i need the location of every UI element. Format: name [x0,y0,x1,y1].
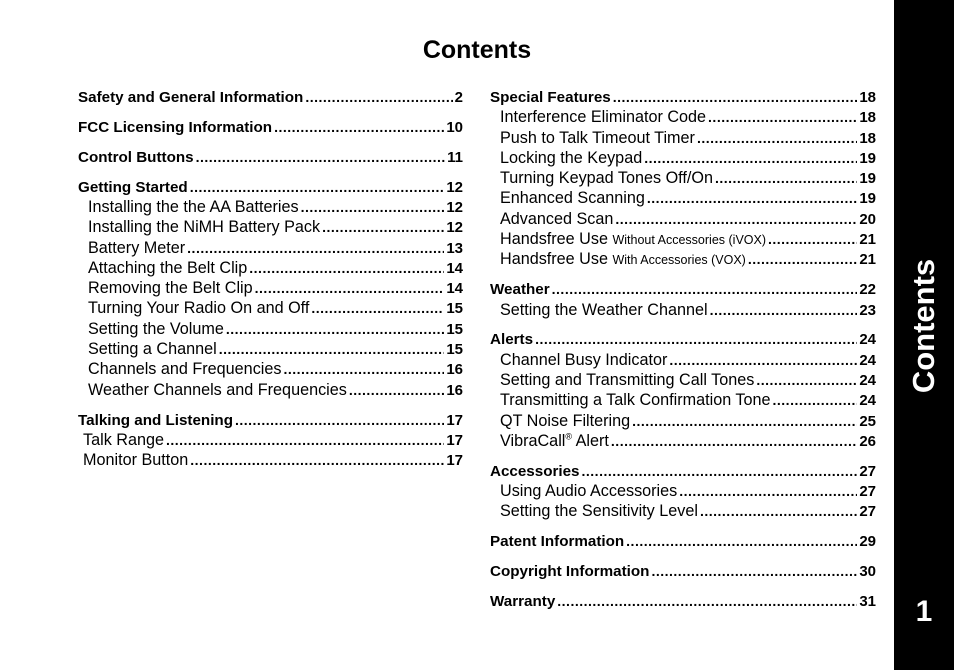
toc-subentry[interactable] [490,128,876,148]
toc-subentry[interactable] [78,238,463,258]
toc-subentry[interactable] [490,431,876,451]
registered-mark: ® [565,431,573,442]
toc-entry-label [500,229,766,250]
toc-entry-page: 30 [859,563,876,581]
toc-entry-page: 25 [859,412,876,430]
toc-entry-label: Advanced Scan [500,209,614,228]
toc-entry-page: 16 [446,361,463,379]
toc-left-column [78,87,463,480]
toc-entry-label: Enhanced Scanning [500,189,645,208]
page-number: 1 [915,595,933,628]
leader-dots [311,298,444,318]
leader-dots [651,561,857,581]
toc-entry-page: 17 [446,411,463,429]
toc-entry-page: 24 [859,351,876,369]
toc-entry[interactable] [490,531,876,551]
leader-dots [697,128,857,148]
toc-entry-page: 10 [446,118,463,136]
toc-entry-page: 2 [454,89,463,106]
toc-entry-label: Attaching the Belt Clip [88,258,248,277]
toc-section-fcc [78,117,463,137]
leader-dots [255,278,445,298]
leader-dots [187,238,444,258]
leader-dots [768,229,857,249]
toc-subentry[interactable] [78,278,463,298]
toc-entry-page: 11 [447,148,463,166]
toc-subentry[interactable] [490,229,876,249]
leader-dots [715,168,857,188]
toc-entry[interactable] [78,410,463,430]
leader-dots [710,300,858,320]
toc-subentry[interactable] [78,359,463,379]
toc-subentry[interactable] [490,148,876,168]
toc-section-alerts [490,329,876,451]
page-title: Contents [422,36,532,64]
toc-subentry[interactable] [78,319,463,339]
toc-entry-label: Using Audio Accessories [500,482,678,501]
toc-entry[interactable] [78,147,463,167]
toc-entry-page: 31 [859,593,876,611]
toc-entry-label: Setting and Transmitting Call Tones [500,371,755,390]
toc-subentry[interactable] [78,380,463,400]
toc-entry-page: 18 [859,89,876,106]
toc-section-copyright [490,561,876,581]
toc-entry-note: Without Accessories (iVOX) [612,233,766,248]
toc-entry-page: 20 [859,210,876,228]
toc-entry-page: 16 [446,381,463,399]
toc-entry-label: Warranty [490,593,556,611]
toc-entry-label: Monitor Button [83,451,189,470]
leader-dots [700,501,857,521]
toc-entry-page: 15 [446,341,463,359]
toc-subentry[interactable] [490,390,876,410]
toc-entry-label: Accessories [490,462,580,480]
toc-entry-label: Getting Started [78,178,188,196]
leader-dots [235,410,444,430]
leader-dots [647,188,857,208]
toc-subentry[interactable] [490,249,876,269]
toc-entry-label: Installing the the AA Batteries [88,197,299,216]
leader-dots [249,258,444,278]
toc-subentry[interactable] [78,217,463,237]
leader-dots [748,249,857,269]
toc-subentry[interactable] [78,339,463,359]
toc-entry[interactable] [490,87,876,107]
leader-dots [190,450,444,470]
leader-dots [644,148,857,168]
toc-entry-label: Interference Eliminator Code [500,108,707,127]
toc-entry-label: Push to Talk Timeout Timer [500,128,695,147]
toc-entry-page: 22 [859,281,876,299]
toc-entry-page: 13 [446,239,463,257]
leader-dots [283,359,444,379]
toc-section-accessories [490,461,876,522]
toc-entry-label: Setting the Weather Channel [500,300,708,319]
toc-entry-label: Locking the Keypad [500,148,643,167]
toc-entry-page: 12 [446,178,463,196]
toc-entry-page: 18 [859,129,876,147]
toc-entry-page: 24 [859,372,876,390]
toc-entry-page: 23 [859,301,876,319]
toc-entry-label [500,249,746,270]
leader-dots [708,107,857,127]
toc-entry-page: 21 [859,231,876,249]
leader-dots [196,147,446,167]
toc-subentry[interactable] [78,450,463,470]
toc-entry-note: With Accessories (VOX) [612,253,746,268]
toc-entry-page: 27 [859,503,876,521]
leader-dots [535,329,857,349]
toc-entry-label: Talking and Listening [78,411,233,429]
toc-entry-label: Turning Your Radio On and Off [88,299,310,318]
toc-subentry[interactable] [490,188,876,208]
toc-entry[interactable] [78,117,463,137]
toc-entry-label: Turning Keypad Tones Off/On [500,169,713,188]
leader-dots [274,117,444,137]
toc-section-warranty [490,591,876,611]
toc-entry-page: 14 [446,280,463,298]
toc-entry-label-main: Handsfree Use [500,250,608,269]
toc-entry[interactable] [490,591,876,611]
toc-section-talking [78,410,463,471]
toc-entry-label: Channel Busy Indicator [500,350,668,369]
toc-entry-page: 14 [446,259,463,277]
toc-subentry[interactable] [490,481,876,501]
toc-entry-page: 26 [859,432,876,450]
toc-entry[interactable] [490,329,876,349]
leader-dots [611,431,857,451]
toc-entry-label: Installing the NiMH Battery Pack [88,218,321,237]
toc-entry-label: Setting a Channel [88,340,217,359]
toc-section-safety [78,87,463,107]
leader-dots [322,217,444,237]
toc-section-weather [490,279,876,320]
toc-entry-page: 19 [859,149,876,167]
toc-entry[interactable] [490,461,876,481]
toc-right-column [490,87,876,621]
toc-entry-page: 18 [859,109,876,127]
toc-entry-label: Copyright Information [490,563,650,581]
toc-entry-label: Safety and General Information [78,89,304,106]
toc-entry-page: 12 [446,219,463,237]
leader-dots [557,591,857,611]
leader-dots [632,411,857,431]
toc-entry-label: Patent Information [490,533,625,551]
toc-entry-page: 19 [859,170,876,188]
toc-entry[interactable] [78,87,463,107]
toc-subentry[interactable] [490,107,876,127]
toc-entry-page: 24 [859,392,876,410]
toc-entry[interactable] [490,561,876,581]
toc-entry-page: 12 [446,198,463,216]
leader-dots [301,197,445,217]
toc-subentry[interactable] [490,501,876,521]
leader-dots [349,380,444,400]
toc-subentry[interactable] [78,197,463,217]
toc-entry-label: Control Buttons [78,148,194,166]
toc-subentry[interactable] [490,411,876,431]
toc-subentry[interactable] [78,298,463,318]
toc-entry-page: 15 [446,320,463,338]
leader-dots [679,481,857,501]
leader-dots [756,370,857,390]
toc-subentry[interactable] [490,370,876,390]
toc-entry-label: Setting the Sensitivity Level [500,502,698,521]
toc-entry-page: 19 [859,190,876,208]
leader-dots [626,531,857,551]
leader-dots [190,177,445,197]
toc-entry-label-suffix: Alert [572,431,609,450]
side-tab-label: Contents [906,258,941,394]
toc-subentry[interactable] [490,350,876,370]
leader-dots [615,209,857,229]
toc-entry-page: 27 [859,462,876,480]
toc-entry-label [500,431,609,451]
toc-entry-label: Weather [490,281,550,299]
toc-entry[interactable] [78,177,463,197]
leader-dots [305,87,452,107]
leader-dots [226,319,444,339]
toc-entry-label: Setting the Volume [88,319,224,338]
toc-entry-page: 21 [859,251,876,269]
leader-dots [773,390,858,410]
toc-entry-label-main: Handsfree Use [500,230,608,249]
toc-entry-page: 27 [859,483,876,501]
toc-entry-label: QT Noise Filtering [500,411,631,430]
toc-subentry[interactable] [78,258,463,278]
toc-entry-page: 17 [446,431,463,449]
leader-dots [166,430,444,450]
toc-entry-label: Battery Meter [88,238,186,257]
toc-subentry[interactable] [78,430,463,450]
toc-entry[interactable] [490,279,876,299]
toc-section-getting-started [78,177,463,400]
toc-subentry[interactable] [490,168,876,188]
leader-dots [219,339,445,359]
leader-dots [582,461,858,481]
leader-dots [552,279,858,299]
toc-section-special-features [490,87,876,270]
toc-entry-page: 29 [859,533,876,551]
toc-section-control-buttons [78,147,463,167]
leader-dots [669,350,857,370]
toc-entry-page: 17 [446,452,463,470]
toc-section-patent [490,531,876,551]
toc-entry-label: Transmitting a Talk Confirmation Tone [500,391,771,410]
toc-entry-page: 15 [446,300,463,318]
leader-dots [613,87,858,107]
toc-entry-label-main: VibraCall [500,431,566,450]
toc-entry-label: Talk Range [83,430,164,449]
toc-entry-page: 24 [859,331,876,349]
toc-entry-label: Removing the Belt Clip [88,279,253,298]
toc-entry-label: Special Features [490,89,611,106]
toc-subentry[interactable] [490,300,876,320]
toc-entry-label: Weather Channels and Frequencies [88,380,347,399]
toc-subentry[interactable] [490,209,876,229]
toc-entry-label: Alerts [490,331,534,349]
toc-entry-label: FCC Licensing Information [78,118,273,136]
toc-entry-label: Channels and Frequencies [88,360,282,379]
